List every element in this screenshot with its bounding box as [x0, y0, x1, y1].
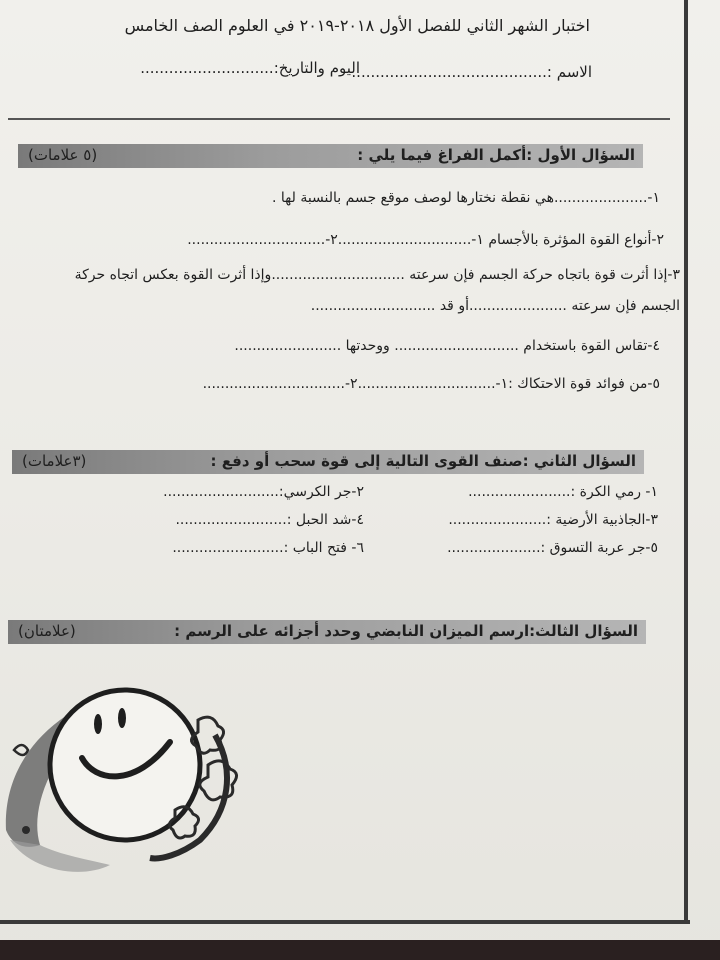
q1-heading: السؤال الأول :أكمل الفراغ فيما يلي : [357, 146, 635, 164]
smiley-face-icon [0, 680, 260, 880]
header-divider [8, 118, 670, 120]
name-field: الاسم :......................................... [351, 63, 592, 81]
q2-item-4: ٤-شد الحبل :......................... [175, 512, 364, 528]
q2-item-6: ٦- فتح الباب :......................... [172, 540, 364, 556]
q3-marks: (علامتان) [18, 622, 76, 640]
q1-item-4: ٤-تقاس القوة باستخدام ............................ ووحدتها ........................ [234, 338, 660, 354]
q2-item-1: ١- رمي الكرة :....................... [468, 484, 658, 500]
q1-heading-band [18, 144, 643, 168]
page-border-right [684, 0, 688, 924]
q2-item-5: ٥-جر عربة التسوق :..................... [447, 540, 658, 556]
table-edge [0, 940, 720, 960]
q1-item-5: ٥-من فوائد قوة الاحتكاك :١-...............................٢-................................ [202, 376, 660, 392]
q1-item-3-cont: الجسم فإن سرعته ......................أو قد ............................ [310, 298, 680, 314]
q2-heading: السؤال الثاني :صنف القوى التالية إلى قوة سحب أو دفع : [210, 452, 636, 470]
exam-title: اختبار الشهر الثاني للفصل الأول ٢٠١٨-٢٠١٩ في العلوم الصف الخامس [124, 16, 590, 35]
q1-item-1: ١-.....................هي نقطة نختارها لوصف موقع جسم بالنسبة لها . [271, 190, 660, 206]
q2-item-2: ٢-جر الكرسي:.......................... [163, 484, 364, 500]
q2-item-3: ٣-الجاذبية الأرضية :...................... [448, 512, 658, 528]
q2-heading-band [12, 450, 644, 474]
q1-marks: (٥ علامات) [28, 146, 98, 164]
date-field: اليوم والتاريخ:............................ [140, 59, 360, 77]
page-border-bottom [0, 920, 690, 924]
q3-heading: السؤال الثالث:ارسم الميزان النابضي وحدد أجزائه على الرسم : [174, 622, 638, 640]
q3-heading-band [8, 620, 646, 644]
q1-item-2: ٢-أنواع القوة المؤثرة بالأجسام ١-..............................٢-............................... [187, 232, 664, 248]
q1-item-3: ٣-إذا أثرت قوة باتجاه حركة الجسم فإن سرعته ..............................وإذا أثرت القوة بعكس اتجاه حركة [74, 267, 680, 283]
q2-marks: (٣علامات) [22, 452, 87, 470]
